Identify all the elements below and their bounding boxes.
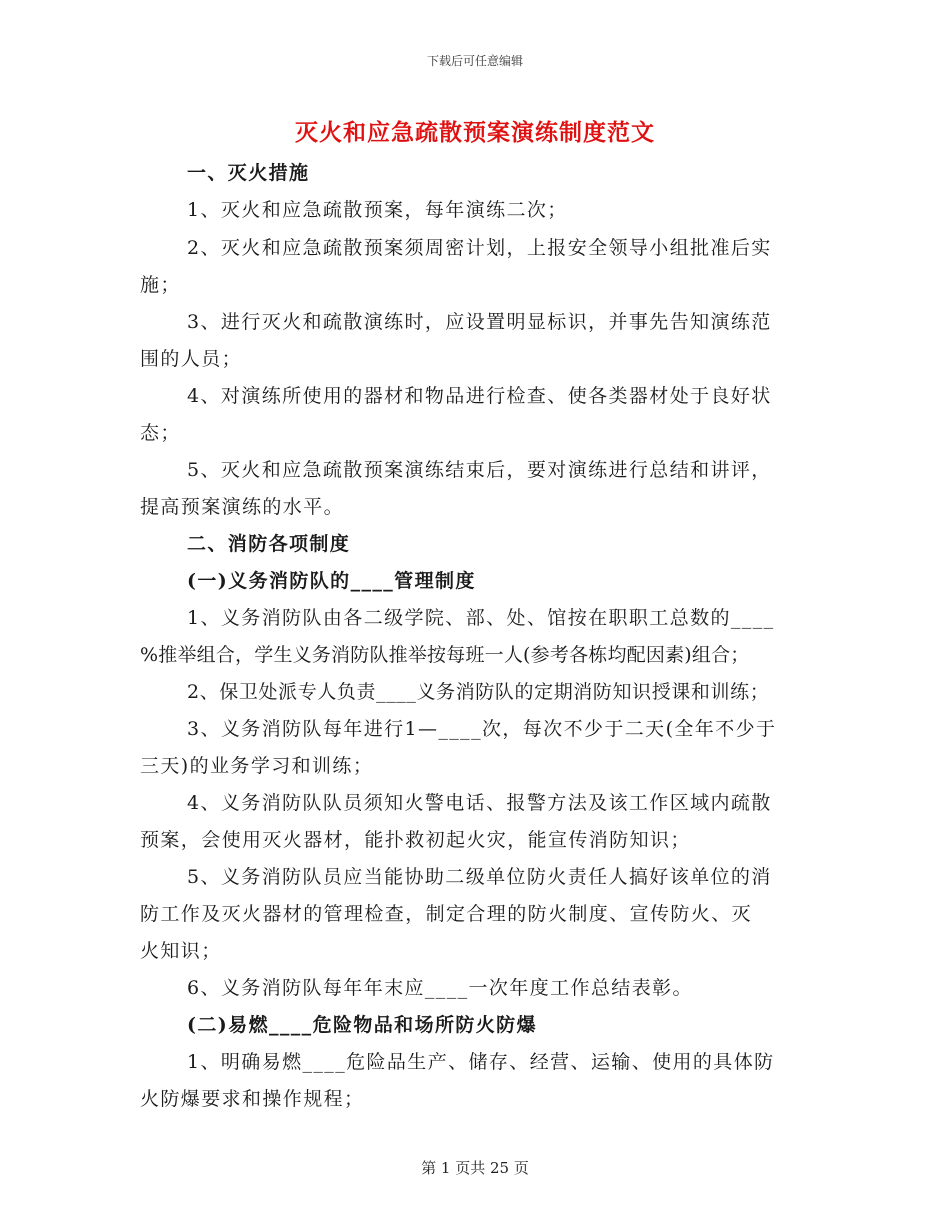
- header-note: 下载后可任意编辑: [426, 54, 523, 68]
- paragraph-line: 防工作及灭火器材的管理检查，制定合理的防火制度、宣传防火、灭: [140, 903, 753, 925]
- paragraph-line: 1、明确易燃____危险品生产、储存、经营、运输、使用的具体防: [187, 1051, 775, 1073]
- paragraph-line: 6、义务消防队每年年末应____一次年度工作总结表彰。: [187, 977, 693, 999]
- paragraph-line: 3、进行灭火和疏散演练时，应设置明显标识，并事先告知演练范: [187, 311, 772, 333]
- paragraph-line: 5、灭火和应急疏散预案演练结束后，要对演练进行总结和讲评，: [187, 459, 772, 481]
- paragraph-line: 预案，会使用灭火器材，能扑救初起火灾，能宣传消防知识；: [140, 829, 691, 851]
- paragraph-line: %推举组合，学生义务消防队推举按每班一人(参考各栋均配因素)组合；: [140, 644, 750, 666]
- section-heading-2: 二、消防各项制度: [187, 533, 351, 555]
- paragraph-line: 态；: [140, 422, 181, 444]
- subsection-heading-1: (一)义务消防队的____管理制度: [187, 570, 476, 592]
- page-number: 第 1 页共 25 页: [421, 1159, 529, 1177]
- paragraph-line: 4、对演练所使用的器材和物品进行检查、使各类器材处于良好状: [187, 385, 772, 407]
- document-title: 灭火和应急疏散预案演练制度范文: [295, 119, 655, 146]
- section-heading-1: 一、灭火措施: [187, 162, 310, 184]
- paragraph-line: 1、义务消防队由各二级学院、部、处、馆按在职职工总数的____: [187, 607, 775, 629]
- paragraph-line: 2、灭火和应急疏散预案须周密计划，上报安全领导小组批准后实: [187, 237, 772, 259]
- subsection-heading-2: (二)易燃____危险物品和场所防火防爆: [187, 1014, 537, 1036]
- paragraph-line: 三天)的业务学习和训练；: [140, 755, 374, 777]
- paragraph-line: 围的人员；: [140, 348, 243, 370]
- paragraph-line: 5、义务消防队员应当能协助二级单位防火责任人搞好该单位的消: [187, 866, 772, 888]
- paragraph-line: 施；: [140, 274, 181, 296]
- paragraph-line: 火防爆要求和操作规程；: [140, 1088, 365, 1110]
- paragraph-line: 提高预案演练的水平。: [140, 496, 345, 518]
- paragraph-line: 火知识；: [140, 940, 222, 962]
- paragraph-line: 1、灭火和应急疏散预案，每年演练二次；: [187, 199, 568, 221]
- paragraph-line: 4、义务消防队队员须知火警电话、报警方法及该工作区域内疏散: [187, 792, 772, 814]
- paragraph-line: 2、保卫处派专人负责____义务消防队的定期消防知识授课和训练；: [187, 681, 770, 703]
- paragraph-line: 3、义务消防队每年进行1—____次，每次不少于二天(全年不少于: [187, 718, 777, 740]
